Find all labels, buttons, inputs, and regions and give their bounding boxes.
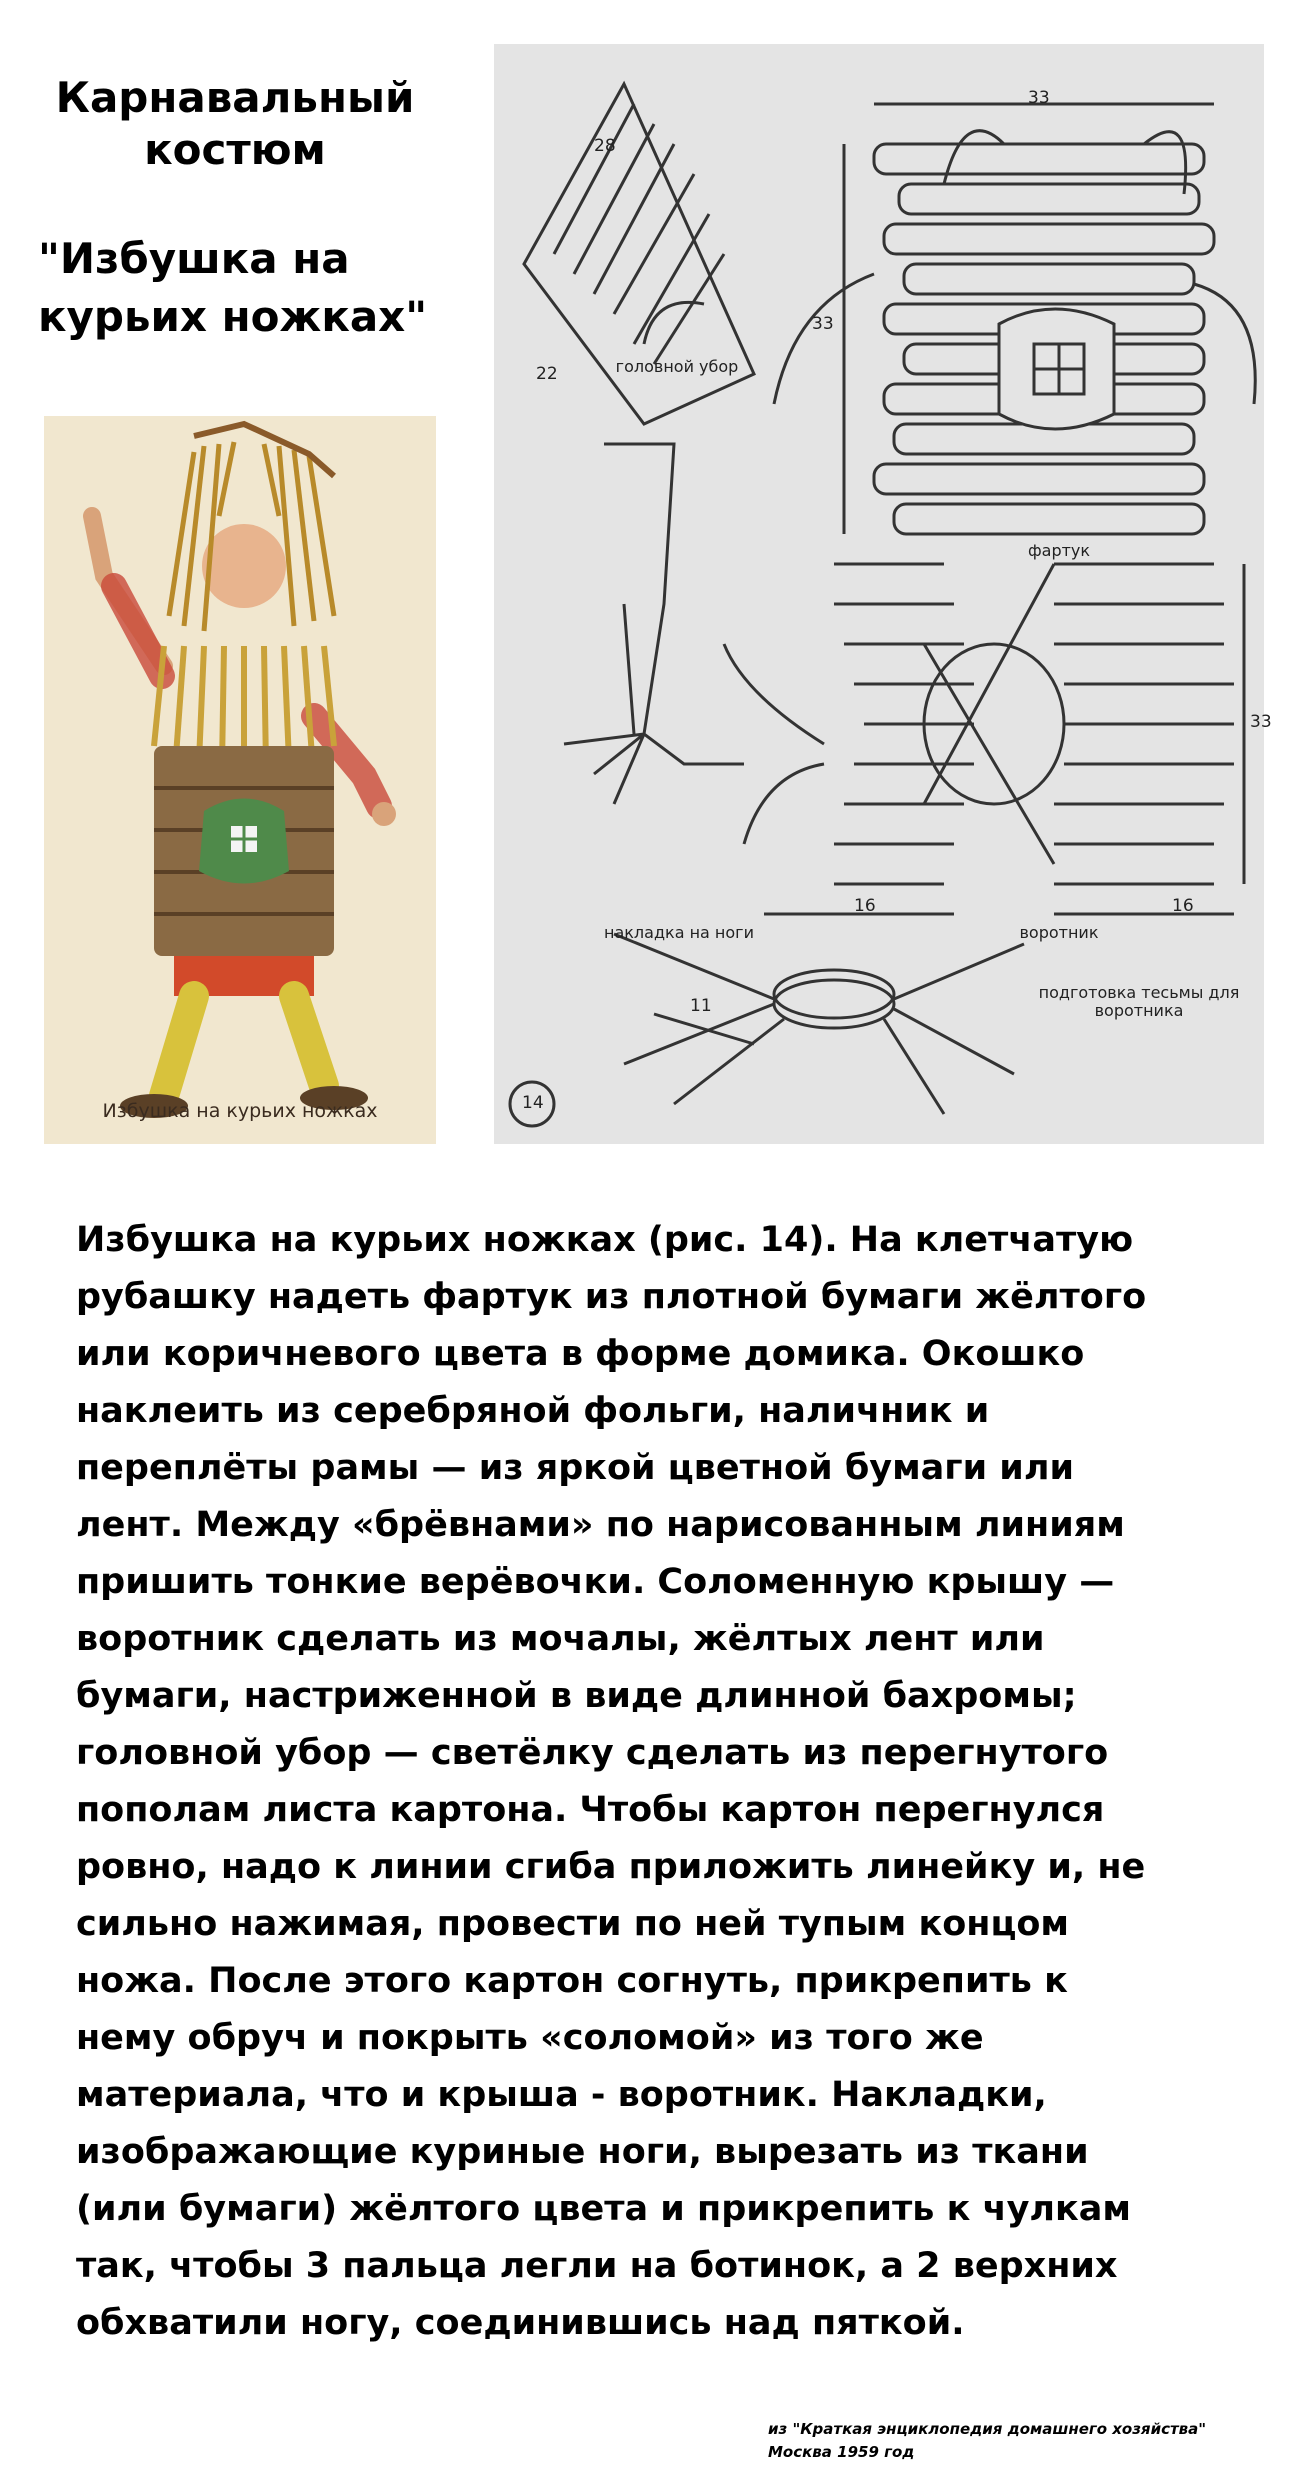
text-line: рубашку надеть фартук из плотной бумаги жёлтого	[76, 1277, 1147, 1317]
text-line: так, чтобы 3 пальца легли на ботинок, а 2 верхних	[76, 2246, 1118, 2286]
source-citation	[768, 2418, 1206, 2464]
text-line: переплёты рамы — из яркой цветной бумаги или	[76, 1448, 1074, 1488]
text-line: ровно, надо к линии сгиба приложить линейку и, не	[76, 1847, 1146, 1887]
costume-drawing	[44, 416, 436, 1144]
label-collar: воротник	[1019, 923, 1099, 942]
source-line: Москва 1959 год	[768, 2443, 915, 2461]
dim-apron-width: 33	[1028, 88, 1050, 108]
text-line: сильно нажимая, провести по ней тупым концом	[76, 1904, 1070, 1944]
pattern-diagram	[494, 44, 1272, 1144]
text-line: или коричневого цвета в форме домика. Окошко	[76, 1334, 1085, 1374]
dim-tape: 11	[690, 996, 712, 1016]
text-line: нему обруч и покрыть «соломой» из того же	[76, 2018, 984, 2058]
text-line: изображающие куриные ноги, вырезать из ткани	[76, 2132, 1089, 2172]
text-line: материала, что и крыша - воротник. Накладки,	[76, 2075, 1047, 2115]
text-line: лент. Между «брёвнами» по нарисованным линиям	[76, 1505, 1125, 1545]
dim-headdress-a: 28	[594, 136, 616, 156]
label-leg-overlay: накладка на ноги	[604, 923, 754, 942]
text-line: пополам листа картона. Чтобы картон перегнулся	[76, 1790, 1105, 1830]
source-line: из "Краткая энциклопедия домашнего хозяйства"	[768, 2420, 1207, 2438]
text-line: обхватили ногу, соединившись над пяткой.	[76, 2303, 965, 2343]
dim-collar-left: 16	[854, 896, 876, 916]
instructions-text	[76, 1212, 1276, 2352]
costume-caption: Избушка на курьих ножках	[102, 1100, 378, 1122]
label-apron: фартук	[1027, 541, 1091, 560]
costume-name: "Избушка на курьих ножках"	[38, 234, 428, 341]
text-line: воротник сделать из мочалы, жёлтых лент или	[76, 1619, 1045, 1659]
figure-number: 14	[522, 1093, 544, 1113]
page-title: Карнавальный костюм	[55, 73, 415, 174]
dim-apron-height: 33	[812, 314, 834, 334]
text-line: наклеить из серебряной фольги, наличник и	[76, 1391, 990, 1431]
dim-collar-right: 16	[1172, 896, 1194, 916]
text-line: ножа. После этого картон согнуть, прикрепить к	[76, 1961, 1068, 2001]
text-line: бумаги, настриженной в виде длинной бахромы;	[76, 1676, 1077, 1716]
text-line: (или бумаги) жёлтого цвета и прикрепить к чулкам	[76, 2189, 1132, 2229]
text-line: головной убор — светёлку сделать из перегнутого	[76, 1733, 1109, 1773]
pattern-drawing	[494, 44, 1264, 1144]
text-line: пришить тонкие верёвочки. Соломенную крышу —	[76, 1562, 1115, 1602]
dim-headdress-b: 22	[536, 364, 558, 384]
label-headdress: головной убор	[615, 357, 739, 376]
text-line: Избушка на курьих ножках (рис. 14). На клетчатую	[76, 1220, 1134, 1260]
dim-collar-height: 33	[1250, 712, 1272, 732]
label-tape-prep: подготовка тесьмы для воротника	[1038, 983, 1240, 1020]
costume-illustration	[44, 416, 436, 1144]
